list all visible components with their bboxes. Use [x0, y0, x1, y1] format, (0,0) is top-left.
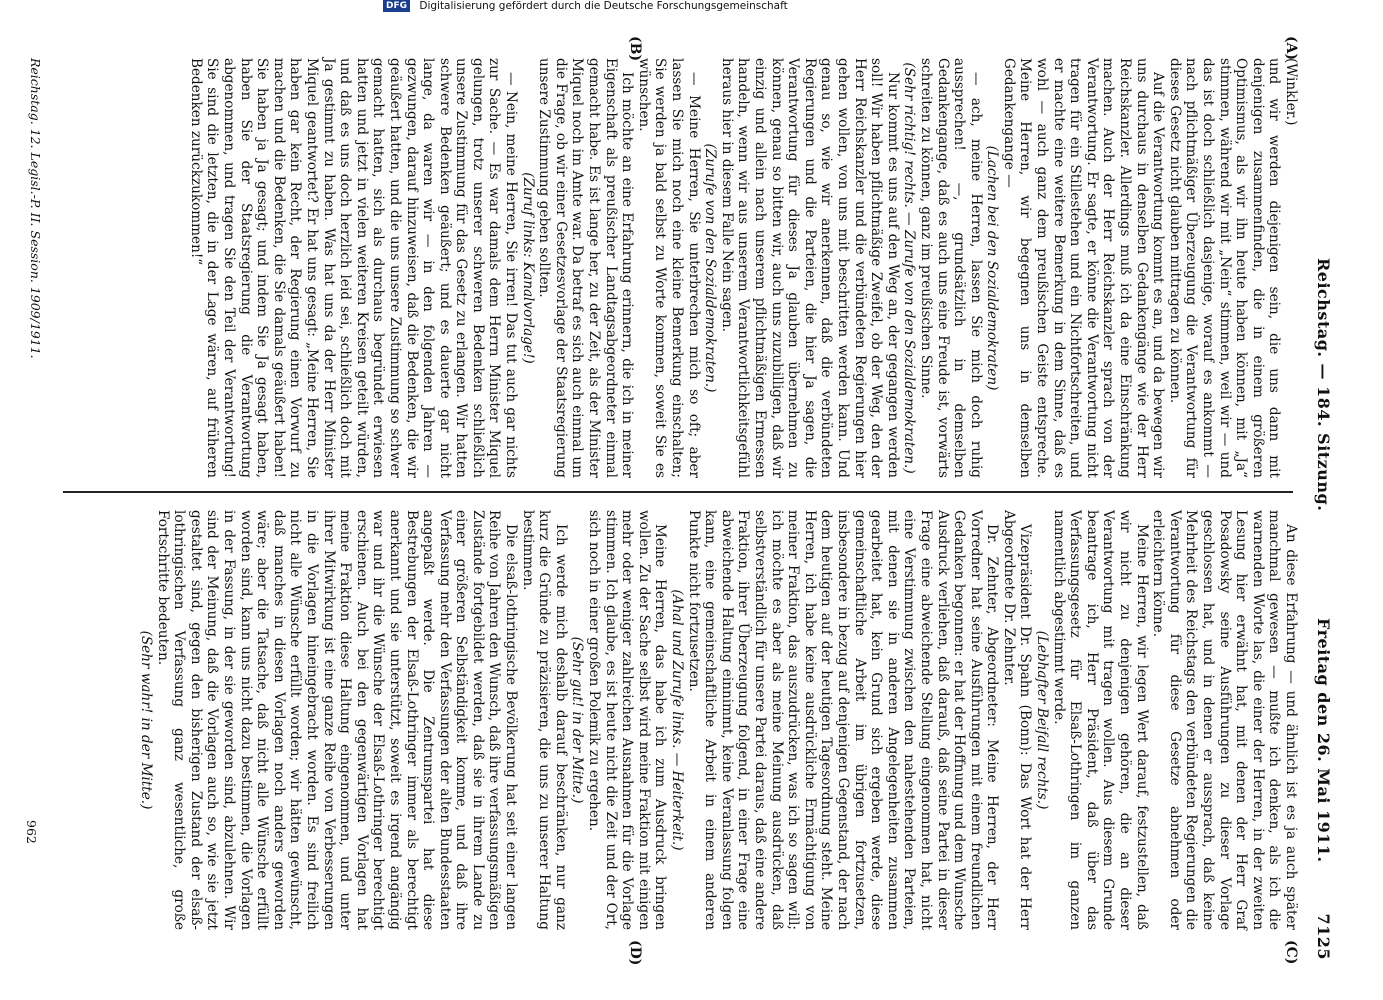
right-column-paragraph: (Sehr gut! in der Mitte.) [569, 636, 586, 804]
left-column-paragraph: und wir werden diejenigen sein, die uns dann mit denjenigen zusammenfinden, die in einem größeren Optimismus, als wir ihn heute haben können, mit „Ja“ stimmen, während wir mit „Nein“ stimmen, weil wir — und das ist doch schließlich dasjenige, worauf es ankommt — nach pflichtmäßiger Überzeugung die Verantwortung für dieses Gesetz nicht glauben mittragen zu können. [1166, 58, 1283, 478]
right-column-paragraph: (Ahal und Zurufe links. — Heiterkeit.) [669, 589, 686, 851]
left-column-paragraph: — Nein, meine Herren, Sie irren! Das tut auch gar nichts zur Sache. — Es war damals dem Herrn Minister Miquel gelungen, trotz unserer schweren Bedenken schließlich unsere Zustimmung für das Gesetz zu erlangen. Wir hatten schwere Bedenken geäußert; und es dauerte gar nicht lange, da waren wir — in den folgenden Jahren — gezwungen, darauf hinzuweisen, daß die Bedenken, die wir geäußert hatten, und die uns unsere Zustimmung so schwer gemacht hatten, sich als durchaus begründet erwiesen hatten und jetzt in vielen weiteren Kreisen geteilt würden, und daß es uns doch herzlich leid sei, schließlich doch mit Ja gestimmt zu haben. Was hat uns da der Herr Minister Miquel geantwortet? Er hat uns gesagt: „Meine Herren, Sie haben gar kein Recht, der Regierung einen Vorwurf zu machen und die Bedenken, die Sie damals geäußert haben! Sie haben ja Ja gesagt; und indem Sie Ja gesagt haben, haben Sie der Staatsregierung die Verantwortung abgenommen, und tragen Sie den Teil der Verantwortung! Sie sind die letzten, die in der Lage wären, auf früheren Bedenken zurückzukommen!“ [187, 58, 520, 478]
right-column-paragraph: Meine Herren, wir legen Wert darauf, festzustellen, daß wir nicht zu denjenigen gehören, die an dieser Verantwortung mit tragen wollen. Aus diesem Grunde beantrage ich, Herr Präsident, daß über das Verfassungsgesetz für Elsaß-Lothringen im ganzen namentlich abgestimmt werde. [1050, 510, 1150, 930]
digitization-credit [383, 0, 1383, 20]
left-column-paragraph: — ach, meine Herren, lassen Sie mich doch ruhig aussprechen! —, grundsätzlich in demselben Gedankengange, daß es auch uns eine Freude ist, vorwärts schreiten zu können, ganz im preußischen Sinne. [917, 58, 984, 478]
footer-page-number: 962 [24, 820, 39, 844]
margin-marker-b: (B) [627, 36, 643, 62]
column-divider [63, 491, 1293, 493]
left-column-paragraph: — Meine Herren, Sie unterbrechen mich so oft; aber lassen Sie mich noch eine kleine Bemerkung einschalten; Sie werden ja bald selbst zu Worte kommen, soweit Sie es wünschen. [635, 58, 702, 478]
left-column-paragraph: (Lachen bei den Sozialdemokraten) [984, 145, 1001, 391]
credit-text: Digitalisierung gefördert durch die Deutsche Forschungsgemeinschaft [419, 0, 788, 12]
right-column-paragraph: Die elsaß-lothringische Bevölkerung hat seit einer langen Reihe von Jahren den Wunsch, daß ihre verfassungsmäßigen Zustände fortgebildet werden, daß sie in ihrem Lande zu einer größeren Selbständigkeit komme, und daß ihre Verfassung mehr den Verfassungen der alten Bundesstaaten angepaßt werde. Die Zentrumspartei hat diese Bestrebungen der Elsaß-Lothringer immer als berechtigt anerkannt und sie unterstützt, soweit es irgend angängig war und ihr die Wünsche der Elsaß-Lothringer berechtigt erschienen. Auch bei den gegenwärtigen Vorlagen hat meine Fraktion diese Haltung eingenommen, und unter ihrer Mitwirkung ist eine ganze Reihe von Verbesserungen in die Vorlagen hineingebracht worden. Es sind freilich nicht alle Wünsche erfüllt worden; wir hätten gewünscht, daß manches in diesen Vorlagen noch anders geworden wäre; aber die Tatsache, daß nicht alle Wünsche erfüllt worden sind, kann uns nicht dazu bestimmen, die Vorlagen in der Fassung, in der sie geworden sind, abzulehnen. Wir sind der Meinung, daß die Vorlagen auch so, wie sie jetzt gestaltet sind, gegen den bisherigen Zustand der elsaß-lothringischen Verfassung ganz wesentliche, große Fortschritte bedeuten. [154, 510, 520, 930]
left-column-paragraph: (Zuruf links: Kanalvorlage!) [519, 172, 536, 364]
right-column-paragraph: Ich werde mich deshalb darauf beschränken, nur ganz kurz die Gründe zu präzisieren, die uns zu unserer Haltung bestimmen. [519, 510, 569, 930]
header-left-title: Reichstag. — 184. Sitzung. [1314, 258, 1333, 512]
right-column-paragraph: (Lebhafter Beifall rechts.) [1034, 630, 1051, 810]
left-text-column [187, 58, 1299, 478]
right-column-paragraph: Meine Herren, das habe ich zum Ausdruck bringen wollen. Zu der Sache selbst wird meine Fraktion mit einigen mehr oder weniger zahlreichen Ausnahmen für die Vorlage stimmen. Ich glaube, es ist heute nicht die Zeit und der Ort, sich noch in einer großen Polemik zu ergehen. [586, 510, 669, 930]
left-column-paragraph: (Winkler.) [1283, 58, 1299, 126]
dfg-logo: DFG [383, 0, 410, 12]
right-text-column [137, 510, 1299, 930]
right-column-paragraph: (Sehr wahr! in der Mitte.) [138, 630, 155, 810]
right-column-paragraph: An diese Erfahrung — und ähnlich ist es ja auch später manchmal gewesen — mußte ich denken, als ich die warnenden Worte las, die einer der Herren, in der zweiten Lesung hier erwähnt hat, mit denen der Herr Graf Posadowsky seine Ausführungen zu dieser Vorlage geschlossen hat, und in denen er aussprach, daß keine Mehrheit des Reichstags den verbündeten Regierungen die Verantwortung für diese Gesetze abnehmen oder erleichtern könne. [1150, 510, 1299, 930]
page-header [1305, 58, 1333, 960]
margin-marker-a: (A) [1283, 36, 1299, 61]
header-page-number: 7125 [1314, 913, 1333, 960]
page-footer: Reichstag. 12. Legisl.-P. II. Session. 1909/1911. [28, 58, 43, 359]
margin-marker-c: (C) [1283, 940, 1299, 965]
right-column-paragraph: Vizepräsident Dr. Spahn (Bonn): Das Wort hat der Herr Abgeordnete Dr. Zehnter. [1000, 510, 1034, 930]
left-column-paragraph: (Zurufe von den Sozialdemokraten.) [702, 143, 719, 393]
margin-marker-d: (D) [627, 940, 643, 966]
left-column-paragraph: (Sehr richtig! rechts. — Zurufe von den Sozialdemokraten.) [901, 62, 918, 474]
header-right-title: Freitag den 26. Mai 1911. [1314, 618, 1333, 863]
left-column-paragraph: Nur kommt es uns auf den Weg an, der gegangen werden soll! Wir haben pflichtmäßige Zweifel, ob der Weg, den der Herr Reichskanzler und die verbündeten Regierungen hier gehen wollen, von uns mit beschritten werden kann. Und genau so, wie wir anerkennen, daß die verbündeten Regierungen und die Parteien, die hier Ja sagen, die Verantwortung für dieses Ja glauben übernehmen zu können, genau so bitten wir, auch uns zuzubilligen, daß wir einzig und allein nach unserem pflichtmäßigen Ermessen handeln, wenn wir aus unserem Verantwortlichkeitsgefühl heraus hier in diesem Falle Nein sagen. [718, 58, 901, 478]
left-column-paragraph: Auf die Verantwortung kommt es an, und da bewegen wir uns durchaus in denselben Gedankengänge wie der Herr Reichskanzler. Allerdings muß ich da eine Einschränkung machen. Auch der Herr Reichskanzler sprach von der Verantwortung. Er sagte, er könne die Verantwortung nicht tragen für ein Stillestehen und ein Nichtfortschreiten, und er machte eine weitere Bemerkung in dem Sinne, daß es wohl — auch ganz dem preußischen Geiste entspreche. Meine Herren, wir begegnen uns in demselben Gedankengange — [1000, 58, 1167, 478]
left-column-paragraph: Ich möchte an eine Erfahrung erinnern, die ich in meiner Eigenschaft als preußischer Landtagsabgeordneter einmal gemacht habe. Es ist lange her, zu der Zeit, als der Minister Miquel noch im Amte war. Da betraf es sich auch einmal um die Frage, ob wir einer Gesetzesvorlage der Staatsregierung unsere Zustimmung geben sollten. [536, 58, 636, 478]
right-column-paragraph: Dr. Zehnter, Abgeordneter: Meine Herren, der Herr Vorredner hat seine Ausführungen mit einem freundlichen Gedanken begonnen: er hat der Hoffnung und dem Wunsche Ausdruck verliehen, daß darauß, daß seine Partei in dieser Frage eine abweichende Stellung eingenommen hat, nicht eine Verstimmung zwischen den nahestehenden Parteien, mit denen sie in anderen Angelegenheiten zusammen gearbeitet hat, kein Grund sich ergeben werde, diese gemeinschaftliche Arbeit im übrigen fortzusetzen, insbesondere in bezug auf denjenigen Gegenstand, der nach dem heutigen auf der heutigen Tagesordnung steht. Meine Herren, ich habe keine ausdrückliche Ermächtigung von meiner Fraktion, das auszudrücken, was ich so sagen will; ich möchte es aber als meine Meinung ausdrücken, daß selbstverständlich für unsere Partei daraus, daß eine andere Fraktion, ihrer Überzeugung folgend, in einer Frage eine abweichende Haltung einnimmt, keine Veranlassung folgen kann, eine gemeinschaftliche Arbeit in einem anderen Punkte nicht fortzusetzen. [685, 510, 1001, 930]
